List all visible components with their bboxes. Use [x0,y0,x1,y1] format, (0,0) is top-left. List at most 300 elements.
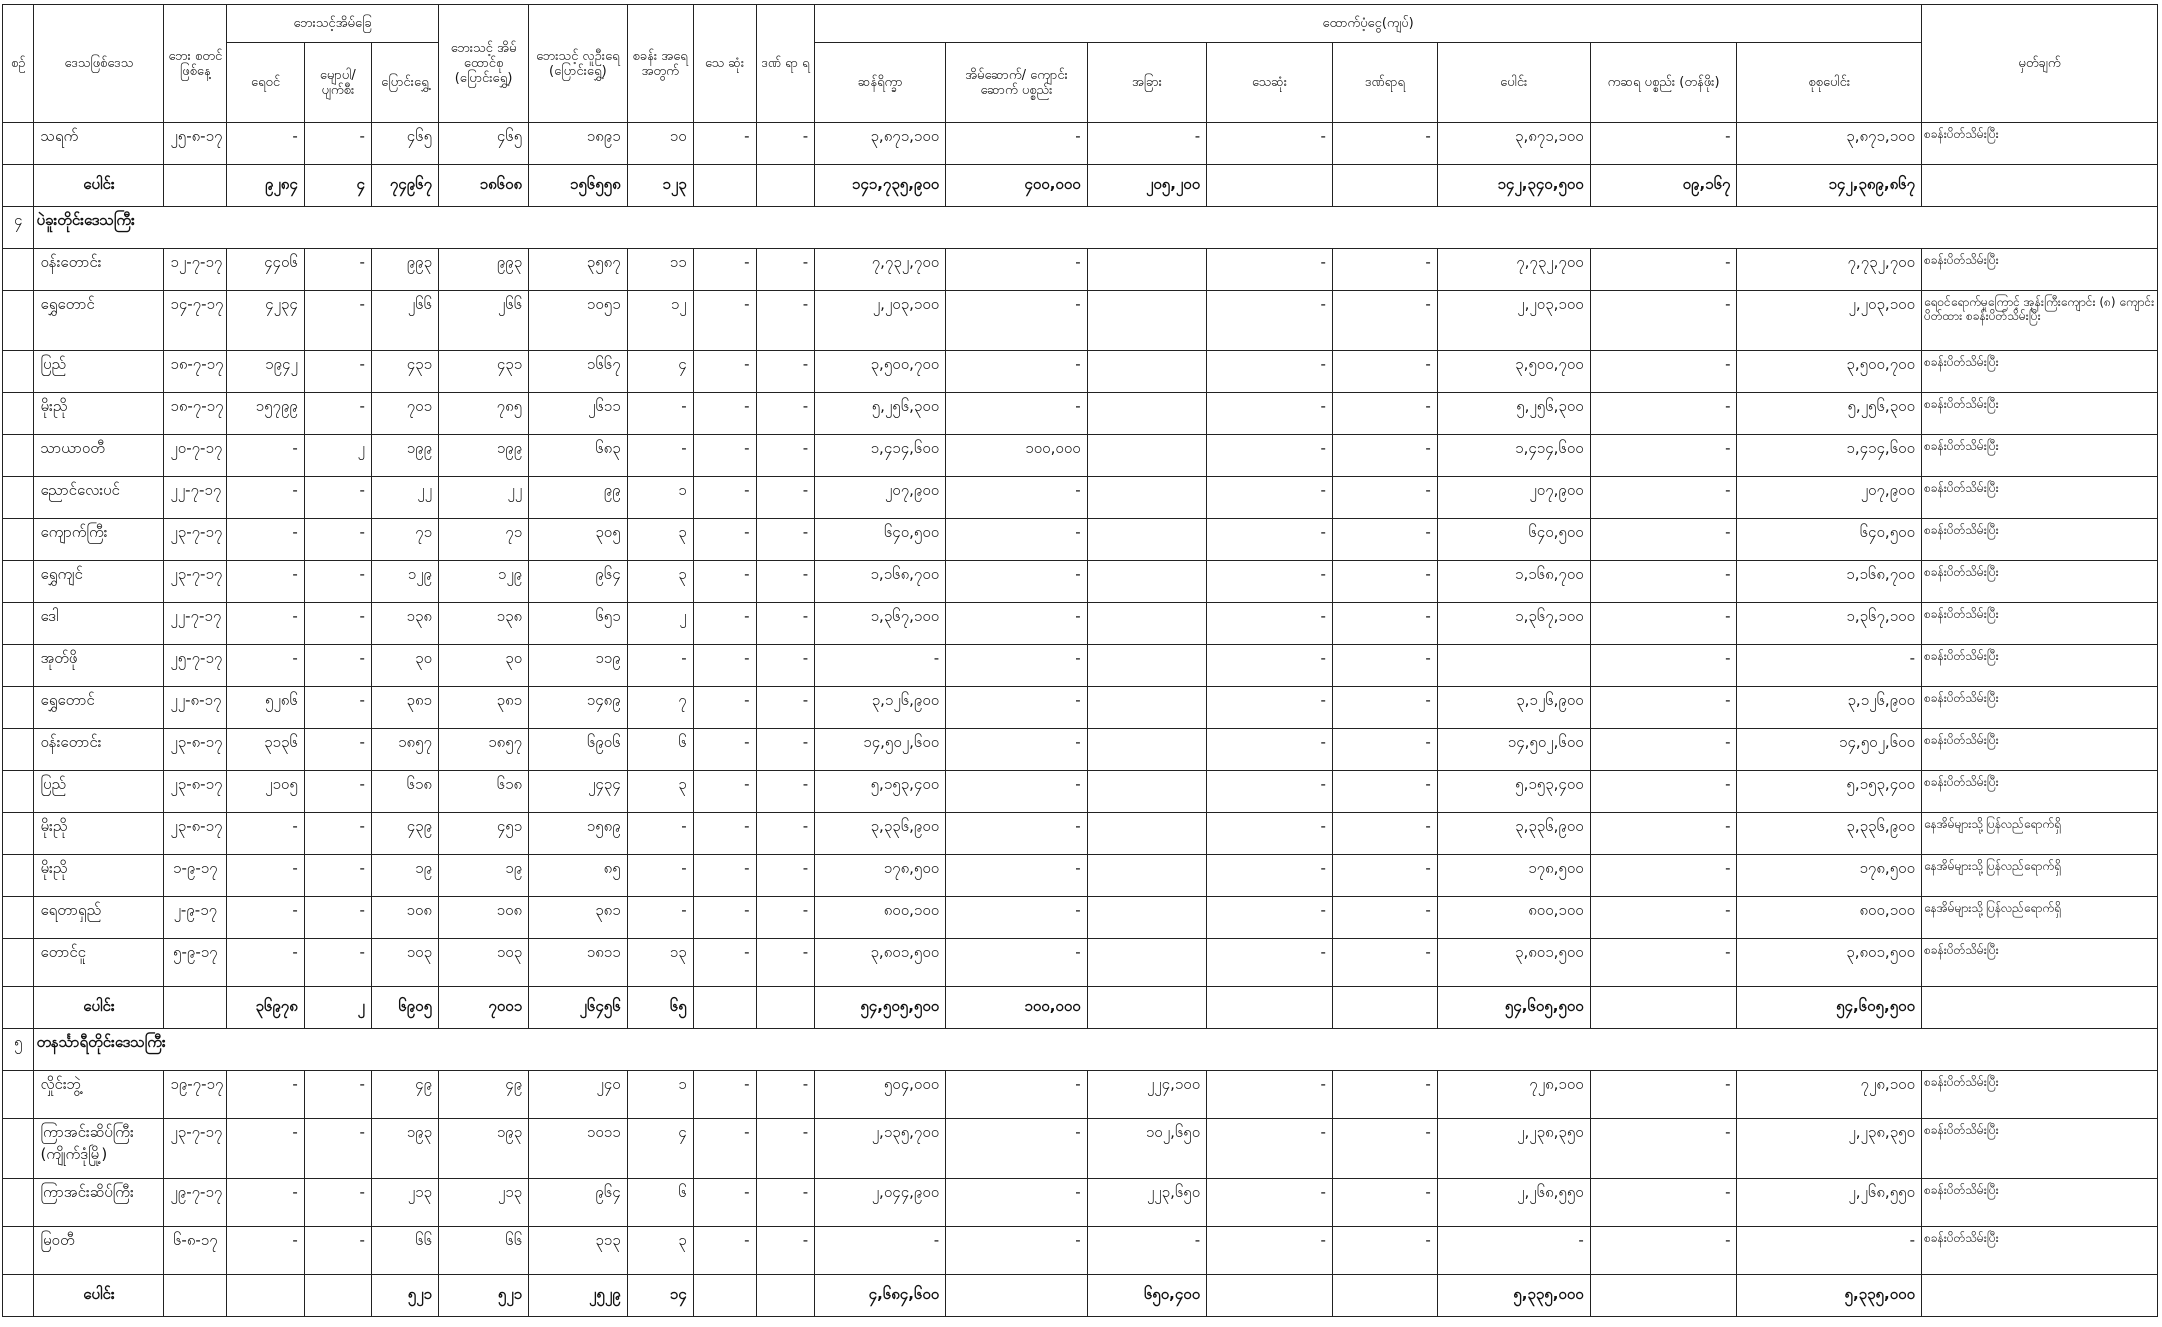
flooded-cell: - [227,1119,305,1179]
rice-cell: ၇,၇၃၂,၇၀၀ [815,249,946,291]
rice-cell: ၁၇၈,၅၀၀ [815,855,946,897]
relocated-cell: ၂၂ [371,477,438,519]
grand-total-cell: ၁၄၂,၃၈၉,၈၆၇ [1737,165,1922,207]
building-cell: - [946,249,1087,291]
township-cell: လှိုင်းဘွဲ့ [34,1071,164,1119]
date-cell [164,1275,227,1317]
grand-total-cell: ၂,၂၀၃,၁၀၀ [1737,291,1922,351]
relief-table [2,4,2158,1317]
date-cell: ၂၀-၇-၁၇ [164,435,227,477]
other-cell: ၁၀၂,၆၅၀ [1087,1119,1206,1179]
sr-cell [3,1227,34,1275]
sr-cell [3,249,34,291]
death-aid-cell: - [1207,645,1333,687]
township-cell: မိုးညို [34,813,164,855]
goods-cell: - [1590,519,1737,561]
camps-cell: - [627,435,693,477]
date-cell: ၁၂-၇-၁၇ [164,249,227,291]
grand-total-cell: ၇,၇၃၂,၇၀၀ [1737,249,1922,291]
col-flooded: ရေဝင် [227,43,305,123]
relocated-cell: ၆၁၈ [371,771,438,813]
sr-cell [3,519,34,561]
relocated-cell: ၄၆၅ [371,123,438,165]
sr-cell [3,1275,34,1317]
damaged-cell: ၂ [304,435,371,477]
table-row [3,729,2158,771]
camps-cell: ၁၀ [627,123,693,165]
other-cell [1087,519,1206,561]
injured-cell: - [756,561,815,603]
death-aid-cell [1207,165,1333,207]
camps-cell: ၄ [627,351,693,393]
subtotal-cell: ၃,၅၀၀,၇၀၀ [1437,351,1590,393]
subtotal-cell: ၅,၂၅၆,၃၀၀ [1437,393,1590,435]
building-cell: - [946,855,1087,897]
table-row [3,561,2158,603]
injured-cell: - [756,1119,815,1179]
table-row [3,393,2158,435]
remarks-cell: ရေဝင်ရောက်မှုကြောင့် အုန်းကြီးကျောင်း (၈) ကျောင်းပိတ်ထား စခန်းပိတ်သိမ်းပြီး [1922,291,2158,351]
damaged-cell: - [304,351,371,393]
people-cell: ၁၅၈၉ [529,813,628,855]
col-other: အခြား [1087,43,1206,123]
sr-cell [3,1071,34,1119]
damaged-cell: - [304,249,371,291]
households-cell: ၁၂၉ [439,561,529,603]
township-cell: ကြာအင်းဆိပ်ကြီး (ကျိုက်ဒုံမြို့) [34,1119,164,1179]
camps-cell: ၁၂၃ [627,165,693,207]
sr-cell [3,435,34,477]
death-aid-cell: - [1207,291,1333,351]
building-cell: ၄၀၀,၀၀၀ [946,165,1087,207]
rice-cell: ၃,၈၇၁,၁၀၀ [815,123,946,165]
people-cell: ၁၁၉ [529,645,628,687]
flooded-cell: - [227,603,305,645]
dead-cell: - [693,249,756,291]
township-cell: ကျောက်ကြီး [34,519,164,561]
goods-cell: - [1590,771,1737,813]
goods-cell: - [1590,1119,1737,1179]
sr-cell [3,291,34,351]
damaged-cell: - [304,1071,371,1119]
rice-cell: ၅,၁၅၃,၄၀၀ [815,771,946,813]
total-row [3,1275,2158,1317]
township-cell: မိုးညို [34,855,164,897]
injury-aid-cell: - [1332,477,1437,519]
col-relocated: ပြောင်းရွှေ့ [371,43,438,123]
flooded-cell: ၃၆၉၇၈ [227,987,305,1029]
other-cell [1087,477,1206,519]
dead-cell: - [693,729,756,771]
township-cell: သရက် [34,123,164,165]
total-row [3,987,2158,1029]
table-row [3,813,2158,855]
death-aid-cell: - [1207,813,1333,855]
relocated-cell: ၁၀၈ [371,897,438,939]
building-cell: - [946,897,1087,939]
injury-aid-cell: - [1332,249,1437,291]
goods-cell: ၀၉,၁၆၇ [1590,165,1737,207]
sr-cell [3,351,34,393]
subtotal-cell: ၁၇၈,၅၀၀ [1437,855,1590,897]
building-cell: - [946,645,1087,687]
households-cell: ၇၈၅ [439,393,529,435]
dead-cell: - [693,645,756,687]
remarks-cell: စခန်းပိတ်သိမ်းပြီး [1922,393,2158,435]
total-label: ပေါင်း [34,165,164,207]
sr-cell [3,603,34,645]
col-date: ဘေး စတင် ဖြစ်နေ့ [164,5,227,123]
relocated-cell: ၃၀ [371,645,438,687]
people-cell: ၂၆၄၅၆ [529,987,628,1029]
building-cell: - [946,351,1087,393]
section-title: ပဲခူးတိုင်းဒေသကြီး [34,207,2158,249]
dead-cell: - [693,1227,756,1275]
flooded-cell: ၄၂၃၄ [227,291,305,351]
other-cell [1087,987,1206,1029]
flooded-cell: - [227,123,305,165]
injured-cell: - [756,519,815,561]
dead-cell: - [693,771,756,813]
remarks-cell: စခန်းပိတ်သိမ်းပြီး [1922,1119,2158,1179]
subtotal-cell: ၃,၃၃၆,၉၀၀ [1437,813,1590,855]
dead-cell: - [693,351,756,393]
remarks-cell: စခန်းပိတ်သိမ်းပြီး [1922,123,2158,165]
table-row [3,291,2158,351]
date-cell: ၂၃-၇-၁၇ [164,561,227,603]
relocated-cell: ၁၉ [371,855,438,897]
relocated-cell: ၉၉၃ [371,249,438,291]
grand-total-cell: ၆၄၀,၅၀၀ [1737,519,1922,561]
subtotal-cell: ၂,၂၆၈,၅၅၀ [1437,1179,1590,1227]
damaged-cell: - [304,729,371,771]
dead-cell [693,987,756,1029]
building-cell: - [946,477,1087,519]
injured-cell: - [756,687,815,729]
damaged-cell: - [304,561,371,603]
flooded-cell: ၅၂၈၆ [227,687,305,729]
table-row [3,897,2158,939]
building-cell: ၁၀၀,၀၀၀ [946,435,1087,477]
date-cell [164,165,227,207]
households-cell: ၇၀၀၁ [439,987,529,1029]
col-injured: ဒဏ် ရာ ရ [756,5,815,123]
grand-total-cell: ၂,၂၆၈,၅၅၀ [1737,1179,1922,1227]
table-body [3,123,2158,1317]
households-cell: ၁၈၅၇ [439,729,529,771]
grand-total-cell: ၁၇၈,၅၀၀ [1737,855,1922,897]
camps-cell: - [627,393,693,435]
other-cell [1087,393,1206,435]
subtotal-cell: ၁၄,၅၀၂,၆၀၀ [1437,729,1590,771]
households-cell: ၂၁၃ [439,1179,529,1227]
grand-total-cell: ၅,၁၅၃,၄၀၀ [1737,771,1922,813]
other-cell: ၆၅၀,၄၀၀ [1087,1275,1206,1317]
rice-cell: ၂,၁၃၅,၇၀၀ [815,1119,946,1179]
dead-cell: - [693,1071,756,1119]
injured-cell [756,987,815,1029]
injury-aid-cell: - [1332,939,1437,987]
flooded-cell: - [227,1227,305,1275]
death-aid-cell: - [1207,519,1333,561]
relocated-cell: ၇၀၁ [371,393,438,435]
total-label: ပေါင်း [34,1275,164,1317]
rice-cell: - [815,1227,946,1275]
damaged-cell: ၄ [304,165,371,207]
rice-cell: ၅,၂၅၆,၃၀၀ [815,393,946,435]
subtotal-cell: ၂,၂၀၃,၁၀၀ [1437,291,1590,351]
grand-total-cell: ၁,၃၆၇,၁၀၀ [1737,603,1922,645]
dead-cell: - [693,519,756,561]
grand-total-cell: ၃,၈၀၁,၅၀၀ [1737,939,1922,987]
sr-cell [3,987,34,1029]
other-cell [1087,855,1206,897]
township-cell: ညောင်လေးပင် [34,477,164,519]
flooded-cell: - [227,897,305,939]
rice-cell: ၁,၄၁၄,၆၀၀ [815,435,946,477]
township-cell: ရွှေကျင် [34,561,164,603]
other-cell [1087,729,1206,771]
death-aid-cell: - [1207,729,1333,771]
sr-cell [3,939,34,987]
other-cell [1087,771,1206,813]
grand-total-cell: - [1737,645,1922,687]
table-row [3,123,2158,165]
remarks-cell: စခန်းပိတ်သိမ်းပြီး [1922,519,2158,561]
section-title: တနင်္သာရီတိုင်းဒေသကြီး [34,1029,2158,1071]
injury-aid-cell [1332,165,1437,207]
subtotal-cell: - [1437,1227,1590,1275]
injury-aid-cell: - [1332,291,1437,351]
date-cell: ၂၂-၈-၁၇ [164,687,227,729]
injured-cell: - [756,939,815,987]
grand-total-cell: ၁,၁၆၈,၇၀၀ [1737,561,1922,603]
dead-cell: - [693,897,756,939]
grand-total-cell: ၁,၄၁၄,၆၀၀ [1737,435,1922,477]
building-cell: - [946,1179,1087,1227]
dead-cell: - [693,813,756,855]
remarks-cell: စခန်းပိတ်သိမ်းပြီး [1922,435,2158,477]
damaged-cell: - [304,1227,371,1275]
people-cell: ၁၈၁၁ [529,939,628,987]
camps-cell: ၁၁ [627,249,693,291]
section-row [3,1029,2158,1071]
death-aid-cell: - [1207,249,1333,291]
flooded-cell: - [227,939,305,987]
households-cell: ၃၈၁ [439,687,529,729]
relocated-cell: ၄၃၉ [371,813,438,855]
subtotal-cell: ၃,၈၀၁,၅၀၀ [1437,939,1590,987]
col-rice: ဆန်ရိက္ခာ [815,43,946,123]
relocated-cell: ၆၉၀၅ [371,987,438,1029]
total-row [3,165,2158,207]
camps-cell: ၃ [627,771,693,813]
death-aid-cell: - [1207,351,1333,393]
goods-cell: - [1590,897,1737,939]
goods-cell: - [1590,939,1737,987]
flooded-cell: ၁၉၄၂ [227,351,305,393]
sr-cell [3,123,34,165]
building-cell: - [946,291,1087,351]
date-cell: ၁၈-၇-၁၇ [164,351,227,393]
death-aid-cell: - [1207,123,1333,165]
camps-cell: ၁၄ [627,1275,693,1317]
township-cell: ပြည် [34,351,164,393]
relocated-cell: ၁၂၉ [371,561,438,603]
remarks-cell: စခန်းပိတ်သိမ်းပြီး [1922,561,2158,603]
grand-total-cell: ၃,၁၂၆,၉၀၀ [1737,687,1922,729]
camps-cell: ၁၂ [627,291,693,351]
date-cell: ၅-၉-၁၇ [164,939,227,987]
relocated-cell: ၇၁ [371,519,438,561]
injury-aid-cell: - [1332,687,1437,729]
sr-cell [3,1119,34,1179]
goods-cell: - [1590,291,1737,351]
col-goods: ကဆရ ပစ္စည်း (တန်ဖိုး) [1590,43,1737,123]
dead-cell: - [693,123,756,165]
damaged-cell: - [304,1119,371,1179]
section-number: ၅ [3,1029,34,1071]
subtotal-cell: ၇၂၈,၁၀၀ [1437,1071,1590,1119]
camps-cell: - [627,645,693,687]
flooded-cell: - [227,1071,305,1119]
camps-cell: ၆ [627,729,693,771]
other-cell: ၂၂၃,၆၅၀ [1087,1179,1206,1227]
col-injury-aid: ဒဏ်ရာရ [1332,43,1437,123]
death-aid-cell: - [1207,1179,1333,1227]
dead-cell: - [693,687,756,729]
injury-aid-cell: - [1332,897,1437,939]
relocated-cell: ၃၈၁ [371,687,438,729]
people-cell: ၁၈၉၁ [529,123,628,165]
people-cell: ၆၅၁ [529,603,628,645]
remarks-cell: စခန်းပိတ်သိမ်းပြီး [1922,249,2158,291]
other-cell [1087,687,1206,729]
col-subtotal: ပေါင်း [1437,43,1590,123]
other-cell [1087,603,1206,645]
dead-cell: - [693,939,756,987]
building-cell: - [946,393,1087,435]
sr-cell [3,771,34,813]
date-cell: ၂-၉-၁၇ [164,897,227,939]
other-cell: ၂၀၅,၂၀၀ [1087,165,1206,207]
death-aid-cell: - [1207,687,1333,729]
households-cell: ၁၀၃ [439,939,529,987]
building-cell: - [946,687,1087,729]
flooded-cell: - [227,477,305,519]
households-cell: ၁၃၈ [439,603,529,645]
injury-aid-cell [1332,987,1437,1029]
other-cell: - [1087,1227,1206,1275]
goods-cell: - [1590,249,1737,291]
township-cell: ဝန်းတောင်း [34,249,164,291]
table-row [3,1227,2158,1275]
flooded-cell: ၄၄၀၆ [227,249,305,291]
relocated-cell: ၇၄၉၆၇ [371,165,438,207]
people-cell: ၃၈၁ [529,897,628,939]
flooded-cell: ၉၂၈၄ [227,165,305,207]
other-cell [1087,249,1206,291]
camps-cell: ၁ [627,1071,693,1119]
households-cell: ၂၂ [439,477,529,519]
building-cell: - [946,519,1087,561]
dead-cell: - [693,1119,756,1179]
people-cell: ၃၅၈၇ [529,249,628,291]
remarks-cell: စခန်းပိတ်သိမ်းပြီး [1922,1227,2158,1275]
households-cell: ၁၉ [439,855,529,897]
other-cell [1087,939,1206,987]
injured-cell: - [756,351,815,393]
col-relief-group: ထောက်ပံ့ငွေ(ကျပ်) [815,5,1922,43]
rice-cell: ၅၀၄,၀၀၀ [815,1071,946,1119]
sr-cell [3,561,34,603]
goods-cell: - [1590,645,1737,687]
remarks-cell: စခန်းပိတ်သိမ်းပြီး [1922,687,2158,729]
injury-aid-cell: - [1332,603,1437,645]
injury-aid-cell: - [1332,123,1437,165]
subtotal-cell: ၃,၁၂၆,၉၀၀ [1437,687,1590,729]
households-cell: ၃၀ [439,645,529,687]
relocated-cell: ၁၀၃ [371,939,438,987]
table-row [3,645,2158,687]
flooded-cell: - [227,435,305,477]
remarks-cell: နေအိမ်များသို့ပြန်လည်ရောက်ရှိ [1922,855,2158,897]
col-sr: စဉ် [3,5,34,123]
building-cell: - [946,561,1087,603]
building-cell: - [946,1071,1087,1119]
death-aid-cell: - [1207,603,1333,645]
table-row [3,1119,2158,1179]
subtotal-cell: ၁,၄၁၄,၆၀၀ [1437,435,1590,477]
dead-cell: - [693,393,756,435]
flooded-cell: - [227,855,305,897]
injured-cell: - [756,771,815,813]
dead-cell: - [693,561,756,603]
injured-cell: - [756,435,815,477]
flooded-cell [227,1275,305,1317]
injury-aid-cell: - [1332,1071,1437,1119]
injured-cell [756,1275,815,1317]
rice-cell: ၃,၈၀၁,၅၀၀ [815,939,946,987]
table-row [3,1071,2158,1119]
grand-total-cell: ၃,၈၇၁,၁၀၀ [1737,123,1922,165]
households-cell: ၆၁၈ [439,771,529,813]
remarks-cell: နေအိမ်များသို့ပြန်လည်ရောက်ရှိ [1922,813,2158,855]
sr-cell [3,855,34,897]
goods-cell: - [1590,123,1737,165]
households-cell: ၁၀၈ [439,897,529,939]
goods-cell [1590,1275,1737,1317]
rice-cell: ၆၄၀,၅၀၀ [815,519,946,561]
rice-cell: ၃,၁၂၆,၉၀၀ [815,687,946,729]
households-cell: ၆၆ [439,1227,529,1275]
subtotal-cell: ၅,၃၃၅,၀၀၀ [1437,1275,1590,1317]
date-cell: ၁၈-၇-၁၇ [164,393,227,435]
death-aid-cell: - [1207,855,1333,897]
building-cell: - [946,939,1087,987]
township-cell: ရေတာရှည် [34,897,164,939]
injury-aid-cell: - [1332,393,1437,435]
building-cell: - [946,729,1087,771]
injured-cell: - [756,813,815,855]
building-cell [946,1275,1087,1317]
households-cell: ၄၃၁ [439,351,529,393]
camps-cell: ၁ [627,477,693,519]
camps-cell: ၂ [627,603,693,645]
rice-cell: ၂,၂၀၃,၁၀၀ [815,291,946,351]
goods-cell: - [1590,855,1737,897]
camps-cell: ၆ [627,1179,693,1227]
